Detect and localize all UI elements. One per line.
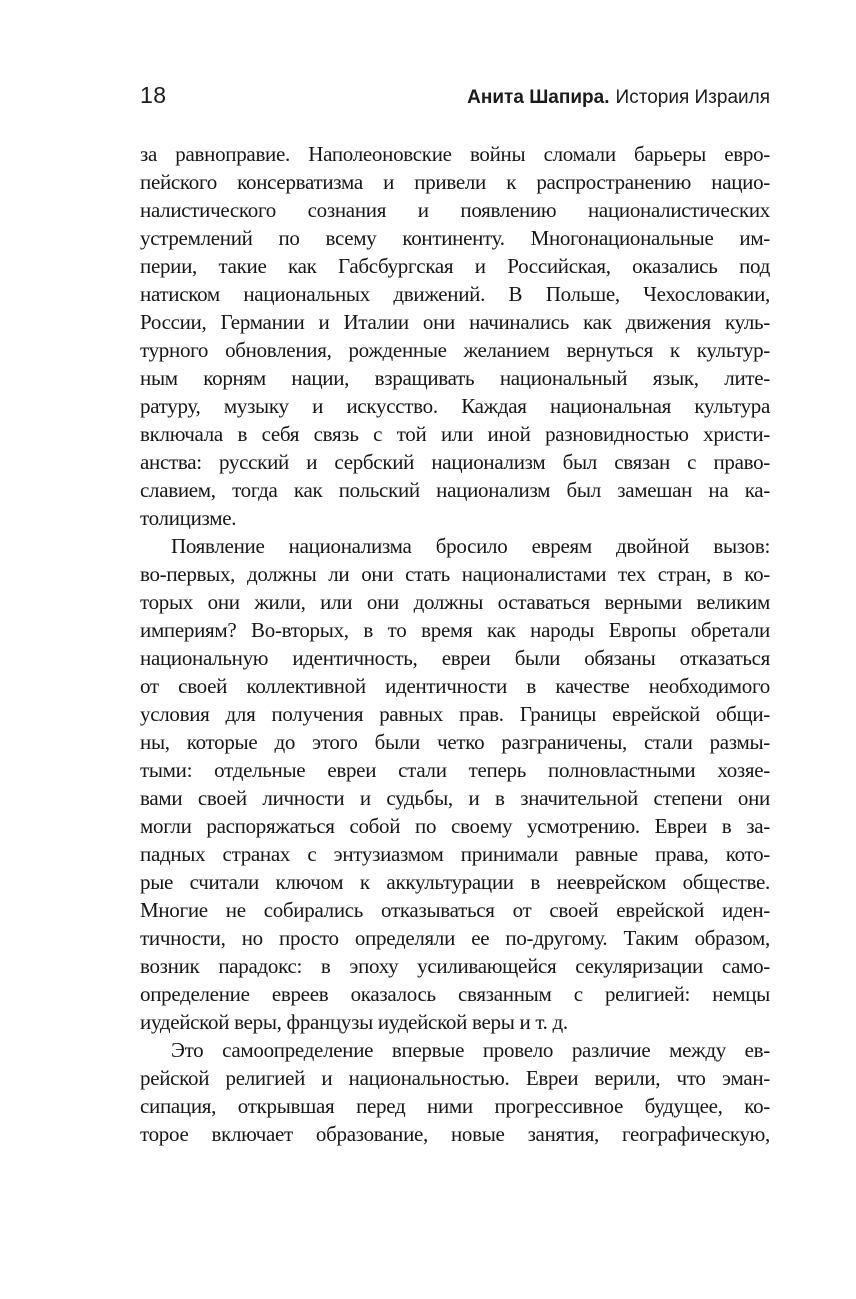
text-line: от своей коллективной идентичности в качестве необходимого (140, 674, 770, 698)
text-line: России, Германии и Италии они начинались как движения куль- (140, 310, 770, 334)
text-line: турного обновления, рожденные желанием вернуться к культур- (140, 338, 770, 362)
running-head (140, 84, 770, 107)
text-line: Появление национализма бросило евреям двойной вызов: (171, 534, 770, 558)
text-line: вами своей личности и судьбы, и в значительной степени они (140, 786, 770, 810)
text-line: сипация, открывшая перед ними прогрессивное будущее, ко- (140, 1094, 770, 1118)
text-line: устремлений по всему континенту. Многонациональные им- (140, 226, 770, 250)
text-line: тыми: отдельные евреи стали теперь полновластными хозяе- (140, 758, 770, 782)
text-line: перии, такие как Габсбургская и Российская, оказались под (140, 254, 770, 278)
text-line: Это самоопределение впервые провело различие между ев- (171, 1038, 770, 1062)
text-line: анства: русский и сербский национализм был связан с право- (140, 450, 770, 474)
paragraph (140, 1036, 770, 1148)
text-line: рейской религией и национальностью. Евреи верили, что эман- (140, 1066, 770, 1090)
text-line: определение евреев оказалось связанным с религией: немцы (140, 982, 770, 1006)
text-block (140, 140, 770, 1148)
text-line: натиском национальных движений. В Польше, Чехословакии, (140, 282, 770, 306)
text-line: ратуру, музыку и искусство. Каждая национальная культура (140, 394, 770, 418)
page-number: 18 (140, 82, 167, 108)
text-line: падных странах с энтузиазмом принимали равные права, кото- (140, 842, 770, 866)
text-line: включала в себя связь с той или иной разновидностью христи- (140, 422, 770, 446)
text-line: торое включает образование, новые занятия, географическую, (140, 1122, 770, 1146)
text-line: ны, которые до этого были четко разграничены, стали размы- (140, 730, 770, 754)
text-line: славием, тогда как польский национализм был замешан на ка- (140, 478, 770, 502)
text-line: налистического сознания и появлению националистических (140, 198, 770, 222)
text-line: условия для получения равных прав. Границы еврейской общи- (140, 702, 770, 726)
text-line: торых они жили, или они должны оставаться верными великим (140, 590, 770, 614)
text-line: ным корням нации, взращивать национальный язык, лите- (140, 366, 770, 390)
header-author: Анита Шапира. (467, 87, 610, 108)
header-book-title: История Израиля (615, 87, 770, 108)
text-line: толицизме. (140, 506, 237, 530)
text-line: Многие не собирались отказываться от своей еврейской иден- (140, 898, 770, 922)
paragraph (140, 532, 770, 1036)
running-head-title (467, 88, 770, 107)
text-line: за равноправие. Наполеоновские войны сломали барьеры евро- (140, 142, 770, 166)
text-line: рые считали ключом к аккультурации в нееврейском обществе. (140, 870, 770, 894)
text-line: тичности, но просто определяли ее по-другому. Таким образом, (140, 926, 770, 950)
text-line: национальную идентичность, евреи были обязаны отказаться (140, 646, 770, 670)
paragraph (140, 140, 770, 532)
text-line: возник парадокс: в эпоху усиливающейся секуляризации само- (140, 954, 770, 978)
text-line: пейского консерватизма и привели к распространению нацио- (140, 170, 770, 194)
text-line: во-первых, должны ли они стать националистами тех стран, в ко- (140, 562, 770, 586)
text-line: иудейской веры, французы иудейской веры и т. д. (140, 1010, 568, 1034)
text-line: могли распоряжаться собой по своему усмотрению. Евреи в за- (140, 814, 770, 838)
text-line: империям? Во-вторых, в то время как народы Европы обретали (140, 618, 770, 642)
